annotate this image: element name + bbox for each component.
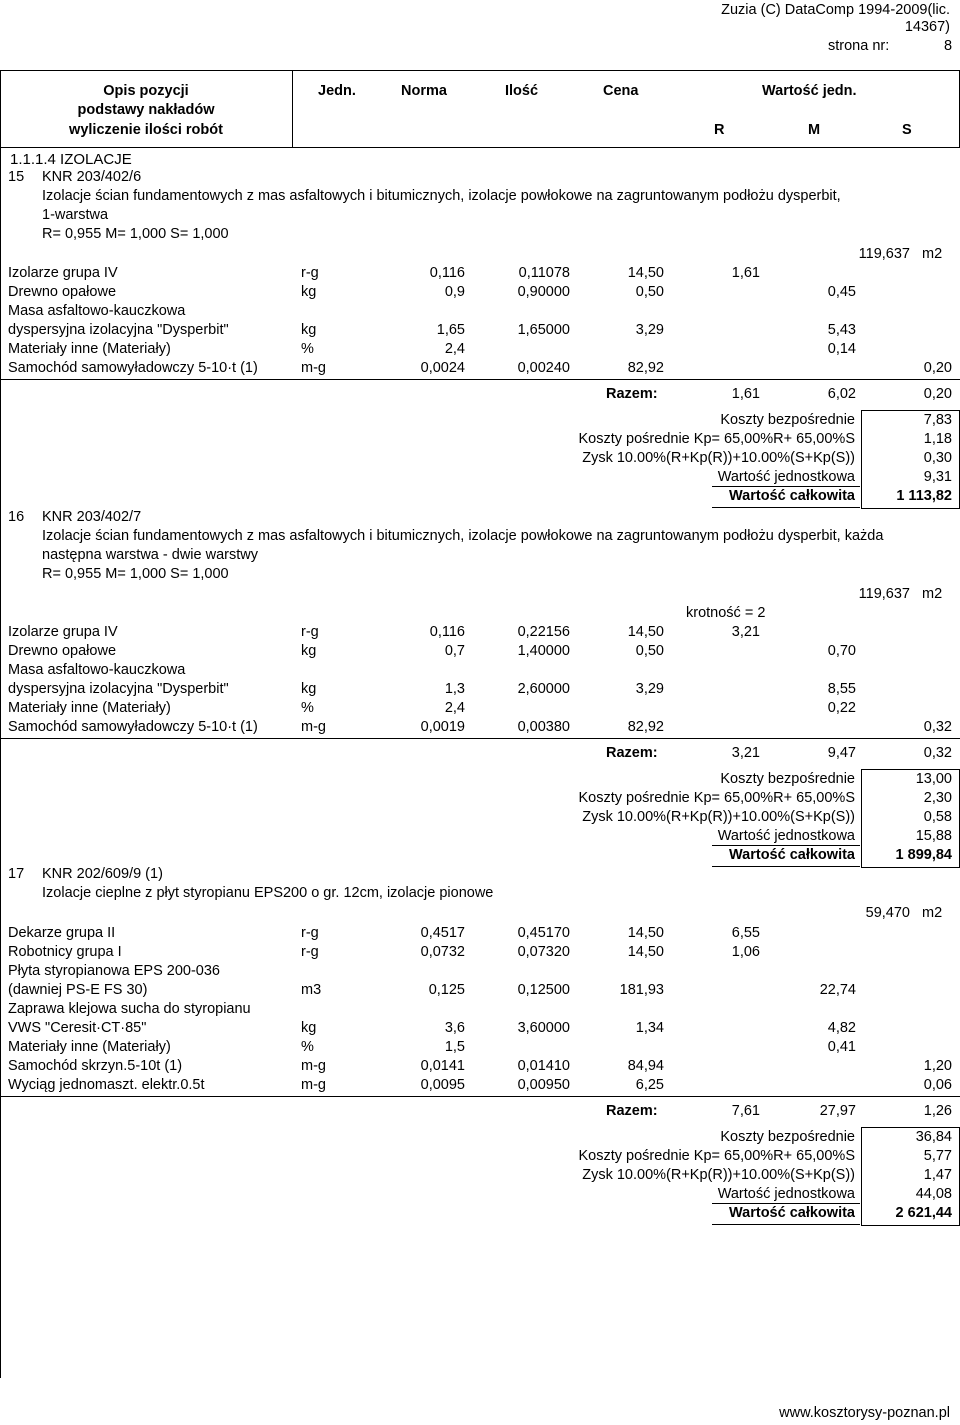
col-norm: Norma — [401, 83, 447, 99]
resource-unit: kg — [301, 643, 317, 659]
resource-r: 6,55 — [731, 925, 760, 941]
razem-r: 1,61 — [731, 386, 760, 402]
resource-s: 0,20 — [923, 360, 952, 376]
resource-qty: 1,65000 — [517, 322, 570, 338]
section-title: 1.1.1.4 IZOLACJE — [10, 151, 132, 168]
position-coefficients: R= 0,955 M= 1,000 S= 1,000 — [42, 566, 229, 582]
resource-price: 3,29 — [635, 681, 664, 697]
summary-value: 36,84 — [915, 1129, 952, 1145]
resource-price: 181,93 — [619, 982, 664, 998]
resource-norm: 0,0141 — [420, 1058, 465, 1074]
position-description: Izolacje ścian fundamentowych z mas asfaltowych i bitumicznych, izolacje powłokowe na zagruntowanym podłożu dysperbit, — [42, 188, 841, 204]
col-s: S — [902, 122, 912, 138]
resource-s: 1,20 — [923, 1058, 952, 1074]
total-value: 1 899,84 — [895, 847, 952, 863]
resource-qty: 0,45170 — [517, 925, 570, 941]
resource-norm: 2,4 — [444, 341, 465, 357]
resource-unit: % — [301, 341, 314, 357]
summary-label: Koszty pośrednie Kp= 65,00%R+ 65,00%S — [578, 431, 855, 447]
position-description: 1-warstwa — [42, 207, 109, 223]
summary-label: Koszty bezpośrednie — [720, 412, 855, 428]
resource-name: VWS "Ceresit·CT·85" — [8, 1020, 147, 1036]
summary-label: Zysk 10.00%(R+Kp(R))+10.00%(S+Kp(S)) — [582, 450, 855, 466]
total-label: Wartość całkowita — [729, 847, 855, 863]
resource-norm: 0,7 — [444, 643, 465, 659]
col-price: Cena — [603, 83, 639, 99]
resource-unit: r-g — [301, 265, 319, 281]
resource-qty: 1,40000 — [517, 643, 570, 659]
resource-unit: kg — [301, 681, 317, 697]
col-m: M — [808, 122, 821, 138]
resource-norm: 1,3 — [444, 681, 465, 697]
razem-s: 0,20 — [923, 386, 952, 402]
summary-value: 9,31 — [923, 469, 952, 485]
resource-name: Dekarze grupa II — [8, 925, 116, 941]
resource-s: 0,06 — [923, 1077, 952, 1093]
total-label: Wartość całkowita — [729, 1205, 855, 1221]
position-description: Izolacje ścian fundamentowych z mas asfaltowych i bitumicznych, izolacje powłokowe na zagruntowanym podłożu dysperbit, każda — [42, 528, 884, 544]
razem-r: 3,21 — [731, 745, 760, 761]
razem-m: 27,97 — [819, 1103, 856, 1119]
razem-label: Razem: — [606, 386, 658, 402]
summary-label: Wartość jednostkowa — [717, 469, 855, 485]
summary-value: 0,58 — [923, 809, 952, 825]
summary-label: Zysk 10.00%(R+Kp(R))+10.00%(S+Kp(S)) — [582, 1167, 855, 1183]
col-qty: Ilość — [505, 83, 539, 99]
col-r: R — [714, 122, 725, 138]
rule-line — [712, 866, 860, 867]
resource-price: 84,94 — [627, 1058, 664, 1074]
razem-s: 0,32 — [923, 745, 952, 761]
col-desc-line-1: Opis pozycji — [103, 83, 189, 99]
position-coefficients: R= 0,955 M= 1,000 S= 1,000 — [42, 226, 229, 242]
resource-qty: 0,90000 — [517, 284, 570, 300]
resource-name: dyspersyjna izolacyjna "Dysperbit" — [8, 322, 229, 338]
resource-qty: 3,60000 — [517, 1020, 570, 1036]
total-value: 2 621,44 — [895, 1205, 952, 1221]
rule-line — [712, 845, 860, 846]
resource-unit: m-g — [301, 1058, 326, 1074]
resource-price: 14,50 — [627, 265, 664, 281]
resource-name: Masa asfaltowo-kauczkowa — [8, 662, 186, 678]
resource-qty: 0,11078 — [518, 265, 570, 281]
position-basis: KNR 203/402/7 — [42, 509, 142, 525]
summary-label: Koszty bezpośrednie — [720, 771, 855, 787]
resource-m: 4,82 — [827, 1020, 856, 1036]
position-number: 15 — [8, 169, 25, 185]
position-quantity: 119,637 — [858, 246, 910, 262]
resource-name: Izolarze grupa IV — [8, 265, 118, 281]
resource-price: 82,92 — [627, 360, 664, 376]
summary-value: 1,18 — [923, 431, 952, 447]
col-desc-line-2: podstawy nakładów — [77, 102, 215, 118]
resource-name: Masa asfaltowo-kauczkowa — [8, 303, 186, 319]
position-number: 17 — [8, 866, 25, 882]
resource-unit: m-g — [301, 360, 326, 376]
resource-name: Samochód skrzyn.5-10t (1) — [8, 1058, 183, 1074]
resource-price: 0,50 — [635, 643, 664, 659]
col-unit: Jedn. — [318, 83, 356, 99]
resource-qty: 0,00950 — [517, 1077, 570, 1093]
resource-qty: 0,12500 — [517, 982, 570, 998]
rule-line — [0, 738, 960, 739]
summary-value-box — [861, 1127, 960, 1226]
page-number: 8 — [944, 38, 953, 54]
brand-line-2: 14367) — [904, 19, 950, 35]
razem-label: Razem: — [606, 745, 658, 761]
position-quantity-unit: m2 — [922, 905, 943, 921]
resource-r: 1,06 — [731, 944, 760, 960]
resource-qty: 0,22156 — [517, 624, 570, 640]
position-quantity: 119,637 — [858, 586, 910, 602]
summary-value-box — [861, 769, 960, 868]
resource-unit: r-g — [301, 944, 319, 960]
resource-name: (dawniej PS-E FS 30) — [8, 982, 148, 998]
resource-name: Płyta styropianowa EPS 200-036 — [8, 963, 220, 979]
resource-m: 22,74 — [819, 982, 856, 998]
resource-r: 3,21 — [731, 624, 760, 640]
resource-norm: 0,116 — [429, 624, 465, 640]
resource-m: 0,45 — [827, 284, 856, 300]
summary-value: 0,30 — [923, 450, 952, 466]
resource-price: 6,25 — [635, 1077, 664, 1093]
resource-price: 14,50 — [627, 925, 664, 941]
col-unit-value: Wartość jedn. — [762, 83, 857, 99]
rule-line — [712, 507, 860, 508]
razem-r: 7,61 — [731, 1103, 760, 1119]
resource-unit: m3 — [301, 982, 322, 998]
brand-line-1: Zuzia (C) DataComp 1994-2009(lic. — [721, 2, 950, 18]
resource-unit: kg — [301, 1020, 317, 1036]
resource-price: 14,50 — [627, 624, 664, 640]
multiplier: krotność = 2 — [686, 605, 766, 621]
resource-m: 5,43 — [827, 322, 856, 338]
total-label: Wartość całkowita — [729, 488, 855, 504]
summary-value: 1,47 — [923, 1167, 952, 1183]
resource-norm: 0,4517 — [420, 925, 465, 941]
page-label: strona nr: — [828, 38, 890, 54]
document-header — [721, 2, 950, 36]
resource-qty: 2,60000 — [517, 681, 570, 697]
summary-label: Wartość jednostkowa — [717, 1186, 855, 1202]
resource-name: Zaprawa klejowa sucha do styropianu — [8, 1001, 251, 1017]
resource-price: 3,29 — [635, 322, 664, 338]
resource-norm: 0,125 — [428, 982, 465, 998]
resource-norm: 0,0095 — [420, 1077, 465, 1093]
resource-name: dyspersyjna izolacyjna "Dysperbit" — [8, 681, 229, 697]
resource-name: Materiały inne (Materiały) — [8, 700, 171, 716]
resource-m: 0,22 — [827, 700, 856, 716]
resource-norm: 0,116 — [429, 265, 465, 281]
rule-line — [712, 1224, 860, 1225]
resource-norm: 2,4 — [444, 700, 465, 716]
resource-qty: 0,00380 — [517, 719, 570, 735]
resource-name: Materiały inne (Materiały) — [8, 1039, 171, 1055]
resource-m: 0,41 — [827, 1039, 856, 1055]
resource-unit: kg — [301, 322, 317, 338]
resource-price: 82,92 — [627, 719, 664, 735]
resource-name: Drewno opałowe — [8, 284, 117, 300]
resource-qty: 0,07320 — [517, 944, 570, 960]
resource-unit: r-g — [301, 624, 319, 640]
razem-m: 6,02 — [827, 386, 856, 402]
resource-norm: 1,65 — [436, 322, 465, 338]
position-description: następna warstwa - dwie warstwy — [42, 547, 258, 563]
position-number: 16 — [8, 509, 25, 525]
razem-s: 1,26 — [923, 1103, 952, 1119]
resource-qty: 0,01410 — [517, 1058, 570, 1074]
resource-m: 8,55 — [827, 681, 856, 697]
position-quantity-unit: m2 — [922, 586, 943, 602]
resource-unit: % — [301, 700, 314, 716]
resource-price: 1,34 — [635, 1020, 664, 1036]
resource-qty: 0,00240 — [517, 360, 570, 376]
resource-norm: 0,0732 — [420, 944, 465, 960]
resource-unit: % — [301, 1039, 314, 1055]
resource-r: 1,61 — [731, 265, 760, 281]
summary-value-box — [861, 410, 960, 509]
footer-url: www.kosztorysy-poznan.pl — [779, 1405, 950, 1421]
rule-line — [0, 379, 960, 380]
rule-line — [712, 486, 860, 487]
summary-value: 5,77 — [923, 1148, 952, 1164]
razem-label: Razem: — [606, 1103, 658, 1119]
resource-m: 0,70 — [827, 643, 856, 659]
resource-unit: m-g — [301, 719, 326, 735]
resource-name: Wyciąg jednomaszt. elektr.0.5t — [8, 1077, 205, 1093]
position-description: Izolacje cieplne z płyt styropianu EPS200 o gr. 12cm, izolacje pionowe — [42, 885, 494, 901]
position-basis: KNR 203/402/6 — [42, 169, 142, 185]
rule-line — [712, 1203, 860, 1204]
summary-label: Koszty bezpośrednie — [720, 1129, 855, 1145]
position-quantity: 59,470 — [865, 905, 910, 921]
resource-norm: 3,6 — [444, 1020, 465, 1036]
summary-value: 7,83 — [923, 412, 952, 428]
resource-m: 0,14 — [827, 341, 856, 357]
summary-label: Wartość jednostkowa — [717, 828, 855, 844]
summary-label: Koszty pośrednie Kp= 65,00%R+ 65,00%S — [578, 1148, 855, 1164]
resource-name: Samochód samowyładowczy 5-10·t (1) — [8, 360, 258, 376]
resource-norm: 1,5 — [444, 1039, 465, 1055]
resource-norm: 0,0019 — [420, 719, 465, 735]
total-value: 1 113,82 — [896, 488, 952, 504]
resource-s: 0,32 — [923, 719, 952, 735]
position-quantity-unit: m2 — [922, 246, 943, 262]
summary-value: 15,88 — [915, 828, 952, 844]
resource-price: 14,50 — [627, 944, 664, 960]
resource-name: Samochód samowyładowczy 5-10·t (1) — [8, 719, 258, 735]
resource-norm: 0,9 — [444, 284, 465, 300]
resource-name: Izolarze grupa IV — [8, 624, 118, 640]
resource-unit: kg — [301, 284, 317, 300]
resource-price: 0,50 — [635, 284, 664, 300]
summary-value: 13,00 — [915, 771, 952, 787]
rule-line — [0, 1096, 960, 1097]
col-desc-line-3: wyliczenie ilości robót — [69, 122, 223, 138]
summary-value: 44,08 — [915, 1186, 952, 1202]
summary-label: Zysk 10.00%(R+Kp(R))+10.00%(S+Kp(S)) — [582, 809, 855, 825]
summary-label: Koszty pośrednie Kp= 65,00%R+ 65,00%S — [578, 790, 855, 806]
razem-m: 9,47 — [827, 745, 856, 761]
resource-name: Materiały inne (Materiały) — [8, 341, 171, 357]
resource-unit: m-g — [301, 1077, 326, 1093]
resource-norm: 0,0024 — [420, 360, 465, 376]
position-basis: KNR 202/609/9 (1) — [42, 866, 163, 882]
resource-name: Drewno opałowe — [8, 643, 117, 659]
resource-unit: r-g — [301, 925, 319, 941]
resource-name: Robotnicy grupa I — [8, 944, 122, 960]
summary-value: 2,30 — [923, 790, 952, 806]
